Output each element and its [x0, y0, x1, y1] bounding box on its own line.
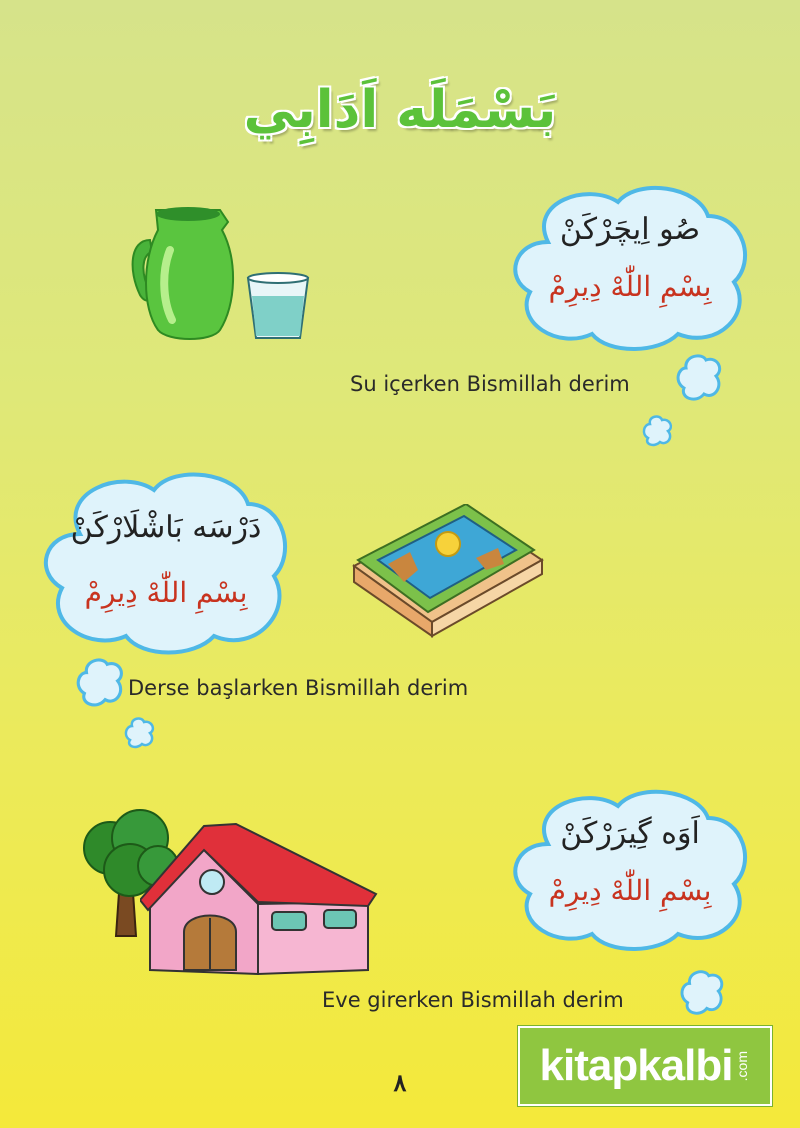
- bubble-line1: اَوَه گِيرَرْكَنْ: [560, 816, 700, 851]
- thought-puff: [680, 968, 726, 1022]
- caption-home: Eve girerken Bismillah derim: [322, 988, 624, 1012]
- page-number: ٨: [393, 1068, 407, 1097]
- thought-puff: [676, 352, 724, 408]
- caption-lesson: Derse başlarken Bismillah derim: [128, 676, 469, 700]
- speech-bubble-lesson: [40, 468, 292, 656]
- thought-puff: [642, 414, 674, 452]
- bubble-line2: بِسْمِ اللّٰهْ دِيرِمْ: [84, 576, 248, 609]
- speech-bubble-home: [508, 786, 752, 952]
- bubble-line1: دَرْسَه بَاشْلَارْكَنْ: [70, 510, 262, 545]
- water-jug-icon: [128, 200, 238, 350]
- bubble-line2: بِسْمِ اللّٰهْ دِيرِمْ: [548, 270, 712, 303]
- thought-puff: [76, 656, 126, 714]
- speech-bubble-water: [508, 182, 752, 352]
- watermark-suffix: .com: [734, 1050, 751, 1082]
- thought-puff: [124, 716, 156, 754]
- house-icon: [140, 820, 380, 976]
- caption-water: Su içerken Bismillah derim: [350, 372, 630, 396]
- water-glass-icon: [244, 270, 312, 342]
- book-icon: [348, 504, 544, 640]
- bubble-line1: صُو اِيچَرْكَنْ: [559, 212, 701, 247]
- watermark-brand: kitapkalbi: [539, 1041, 733, 1090]
- watermark-logo: [518, 1026, 772, 1106]
- page-title: بَسْمَلَه اَدَابِي: [243, 80, 557, 140]
- bubble-line2: بِسْمِ اللّٰهْ دِيرِمْ: [548, 874, 712, 907]
